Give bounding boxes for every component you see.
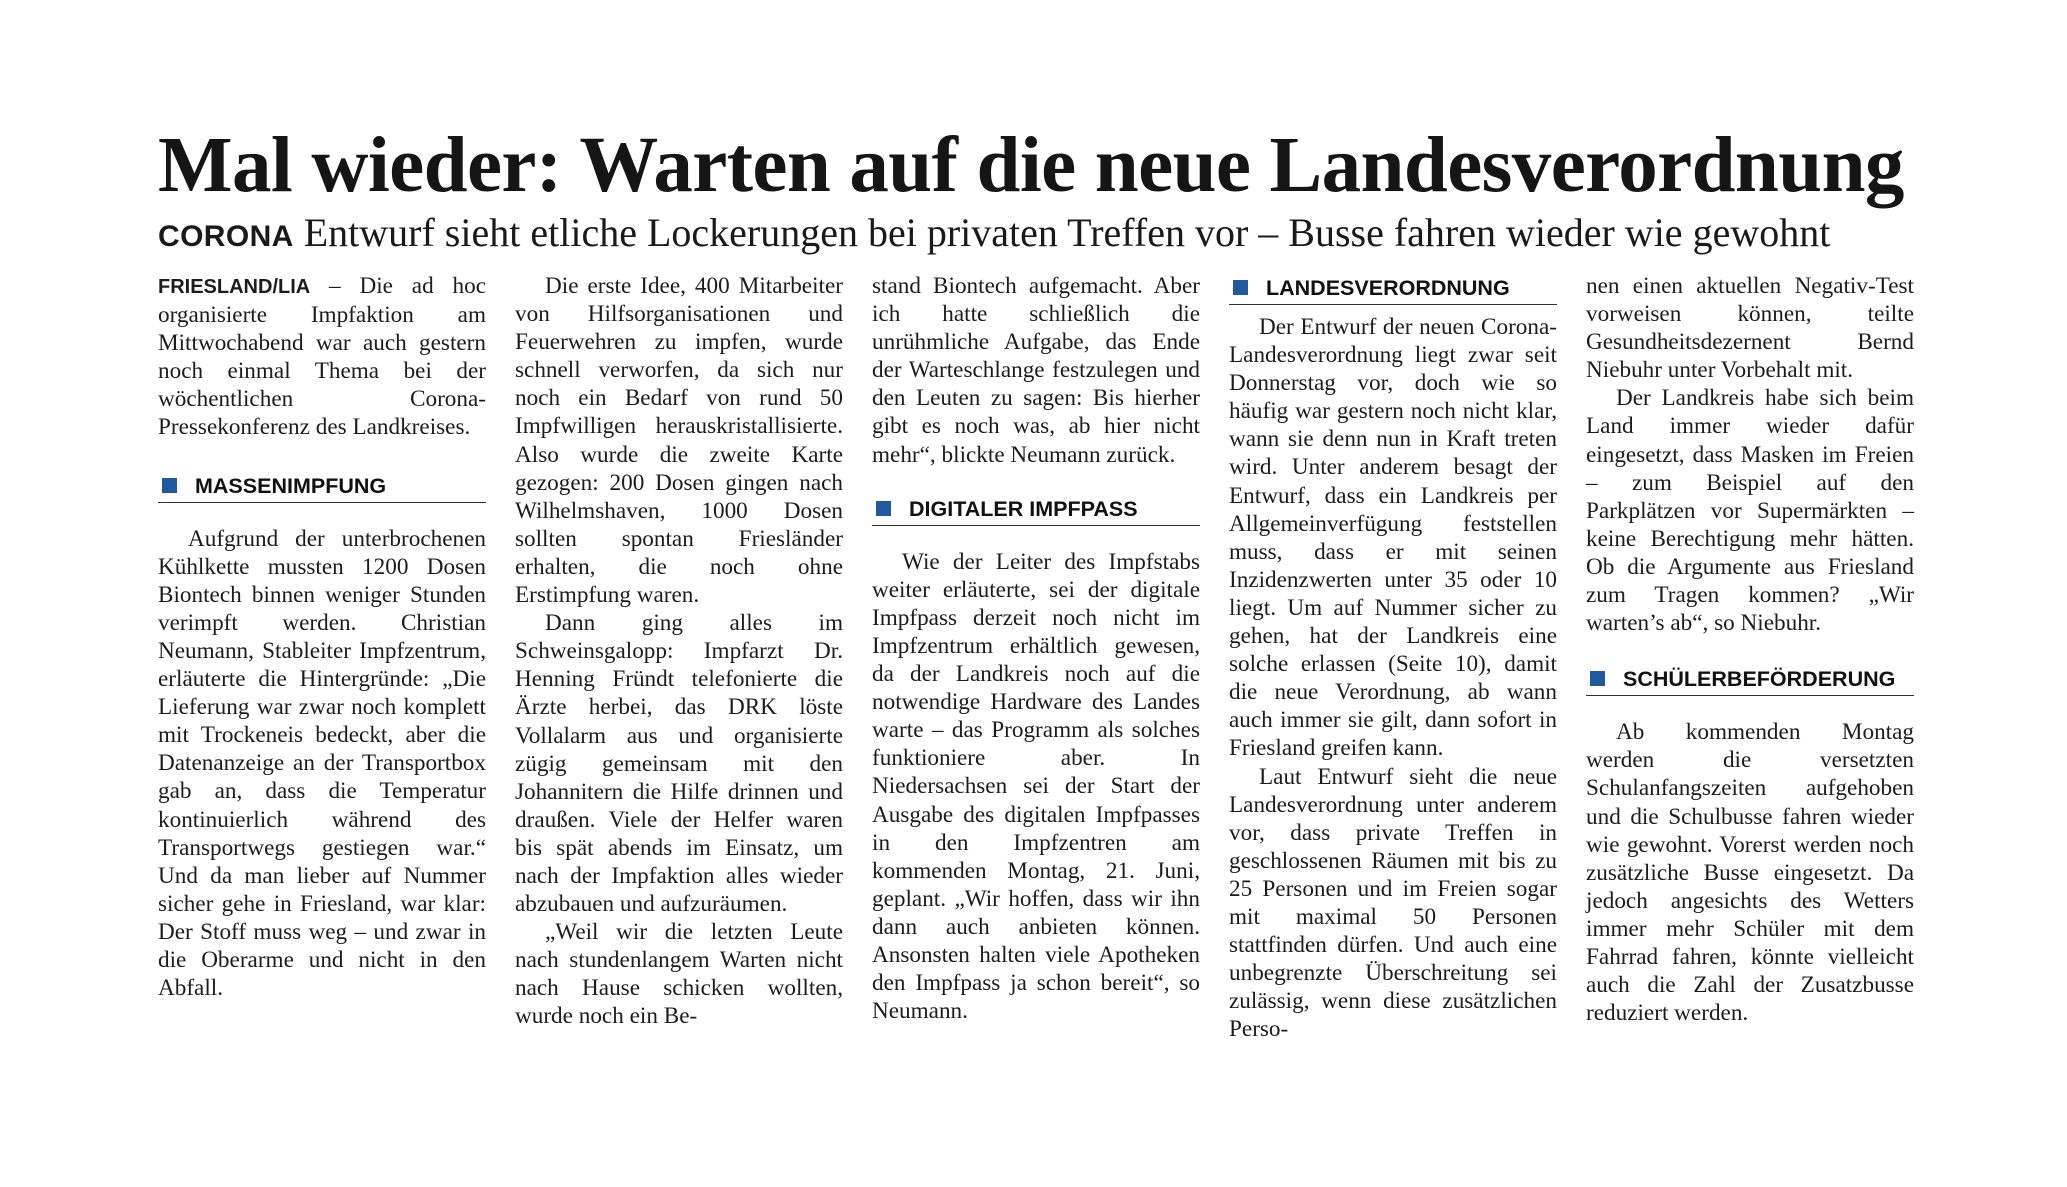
- paragraph: Die erste Idee, 400 Mitarbeiter von Hilfsorganisationen und Feuerwehren zu impfen, wurde schnell verworfen, da sich nur noch ein Bedarf von rund 50 Impfwilligen herauskristallisierte. Also wurde die zweite Karte gezogen: 200 Dosen gingen nach Wilhelmshaven, 1000 Dosen sollten spontan Friesländer erhalten, die noch ohne Erstimpfung waren.: [515, 273, 843, 609]
- section-marker-icon: [1590, 671, 1605, 686]
- column-1: [158, 272, 486, 1002]
- paragraph: „Weil wir die letzten Leute nach stundenlangem Warten nicht nach Hause schicken wollten, wurde noch ein Be-: [515, 919, 843, 1030]
- column-3: [872, 272, 1200, 1025]
- column-4: [1229, 272, 1557, 1043]
- section-marker-icon: [876, 501, 891, 516]
- kicker: CORONA: [158, 220, 294, 253]
- section-heading-text: LANDESVERORDNUNG: [1266, 276, 1510, 300]
- section-marker-icon: [1233, 280, 1248, 295]
- paragraph: Dann ging alles im Schweinsgalopp: Impfarzt Dr. Henning Fründt telefonierte die Ärzte herbei, das DRK löste Vollalarm aus und organisierte zügig gemeinsam mit den Johannitern die Hilfe drinnen und draußen. Viele der Helfer waren bis spät abends im Einsatz, um nach der Impfaktion alles wieder abzubauen und aufzuräumen.: [515, 610, 843, 918]
- paragraph: stand Biontech aufgemacht. Aber ich hatte schließlich die unrühmliche Aufgabe, das Ende der Warteschlange festzulegen und den Leuten zu sagen: Bis hierher gibt es noch was, ab hier nicht mehr“, blickte Neumann zurück.: [872, 273, 1200, 468]
- paragraph: Laut Entwurf sieht die neue Landesverordnung unter anderem vor, dass private Treffen in geschlossenen Räumen mit bis zu 25 Personen und im Freien sogar mit maximal 50 Personen stattfinden dürfen. Und auch eine unbegrenzte Überschreitung sei zulässig, wenn diese zusätzlichen Perso-: [1229, 763, 1557, 1043]
- subheadline: Entwurf sieht etliche Lockerungen bei privaten Treffen vor – Busse fahren wieder wie gewohnt: [303, 210, 1831, 255]
- section-heading-text: MASSENIMPFUNG: [195, 473, 387, 498]
- section-heading-text: DIGITALER IMPFPASS: [909, 496, 1138, 521]
- section-marker-icon: [162, 478, 177, 493]
- section-heading-digitaler-impfpass: [872, 493, 1200, 526]
- intro-paragraph: [158, 272, 486, 442]
- column-5: [1586, 272, 1914, 1027]
- paragraph: Aufgrund der unterbrochenen Kühlkette mussten 1200 Dosen Biontech binnen weniger Stunden verimpft werden. Christian Neumann, Stableiter Impfzentrum, erläuterte die Hintergründe: „Die Lieferung war zwar noch komplett mit Trockeneis bedeckt, aber die Datenanzeige an der Transportbox gab an, dass die Temperatur kontinuierlich während des Transportwegs gestiegen war.“ Und da man lieber auf Nummer sicher gehe in Friesland, war klar: Der Stoff muss weg – und zwar in die Oberarme und nicht in den Abfall.: [158, 525, 486, 1002]
- paragraph: Ab kommenden Montag werden die versetzten Schulanfangszeiten aufgehoben und die Schulbusse fahren wieder wie gewohnt. Vorerst werden noch zusätzliche Busse eingesetzt. Da jedoch angesichts des Wetters immer mehr Schüler mit dem Fahrrad fahren, könnte vielleicht auch die Zahl der Zusatzbusse reduziert werden.: [1586, 719, 1914, 1027]
- column-2: [515, 272, 843, 1031]
- intro-text: – Die ad hoc organisierte Impfaktion am Mittwochabend war auch gestern noch einmal Thema bei der wöchentlichen Corona-Pressekonferenz des Landkreises.: [158, 273, 486, 441]
- section-heading-massenimpfung: [158, 470, 486, 503]
- section-heading-landesverordnung: [1229, 272, 1557, 305]
- headline: Mal wieder: Warten auf die neue Landesverordnung: [158, 122, 1904, 209]
- paragraph: Wie der Leiter des Impfstabs weiter erläuterte, sei der digitale Impfpass derzeit noch nicht im Impfzentrum erhältlich gewesen, da der Landkreis noch auf die notwendige Hardware des Landes warte – das Programm als solches funktioniere aber. In Niedersachsen sei der Start der Ausgabe des digitalen Impfpasses in den Impfzentren am kommenden Montag, 21. Juni, geplant. „Wir hoffen, dass wir ihn dann auch anbieten können. Ansonsten halten viele Apotheken den Impfpass ja schon bereit“, so Neumann.: [872, 548, 1200, 1025]
- section-heading-text: SCHÜLERBEFÖRDERUNG: [1623, 667, 1896, 692]
- dateline: FRIESLAND/LIA: [158, 276, 311, 298]
- paragraph: nen einen aktuellen Negativ-Test vorweisen können, teilte Gesundheitsdezernent Bernd Niebuhr unter Vorbehalt mit.: [1586, 273, 1914, 384]
- subheadline-row: [158, 208, 1830, 262]
- paragraph: Der Entwurf der neuen Corona-Landesverordnung liegt zwar seit Donnerstag vor, doch wie so häufig war gestern noch nicht klar, wann sie denn nun in Kraft treten wird. Unter anderem besagt der Entwurf, dass ein Landkreis per Allgemeinverfügung feststellen muss, dass er mit seinen Inzidenzwerten unter 35 oder 10 liegt. Um auf Nummer sicher zu gehen, hat der Landkreis eine solche erlassen (Seite 10), damit die neue Verordnung, ab wann auch immer sie gilt, dann sofort in Friesland greifen kann.: [1229, 314, 1557, 762]
- section-heading-schuelerbefoerderung: [1586, 663, 1914, 696]
- paragraph: Der Landkreis habe sich beim Land immer wieder dafür eingesetzt, dass Masken im Freien – zum Beispiel auf den Parkplätzen vor Supermärkten – keine Berechtigung mehr hätten. Ob die Argumente aus Friesland zum Tragen kommen? „Wir warten’s ab“, so Niebuhr.: [1586, 385, 1914, 637]
